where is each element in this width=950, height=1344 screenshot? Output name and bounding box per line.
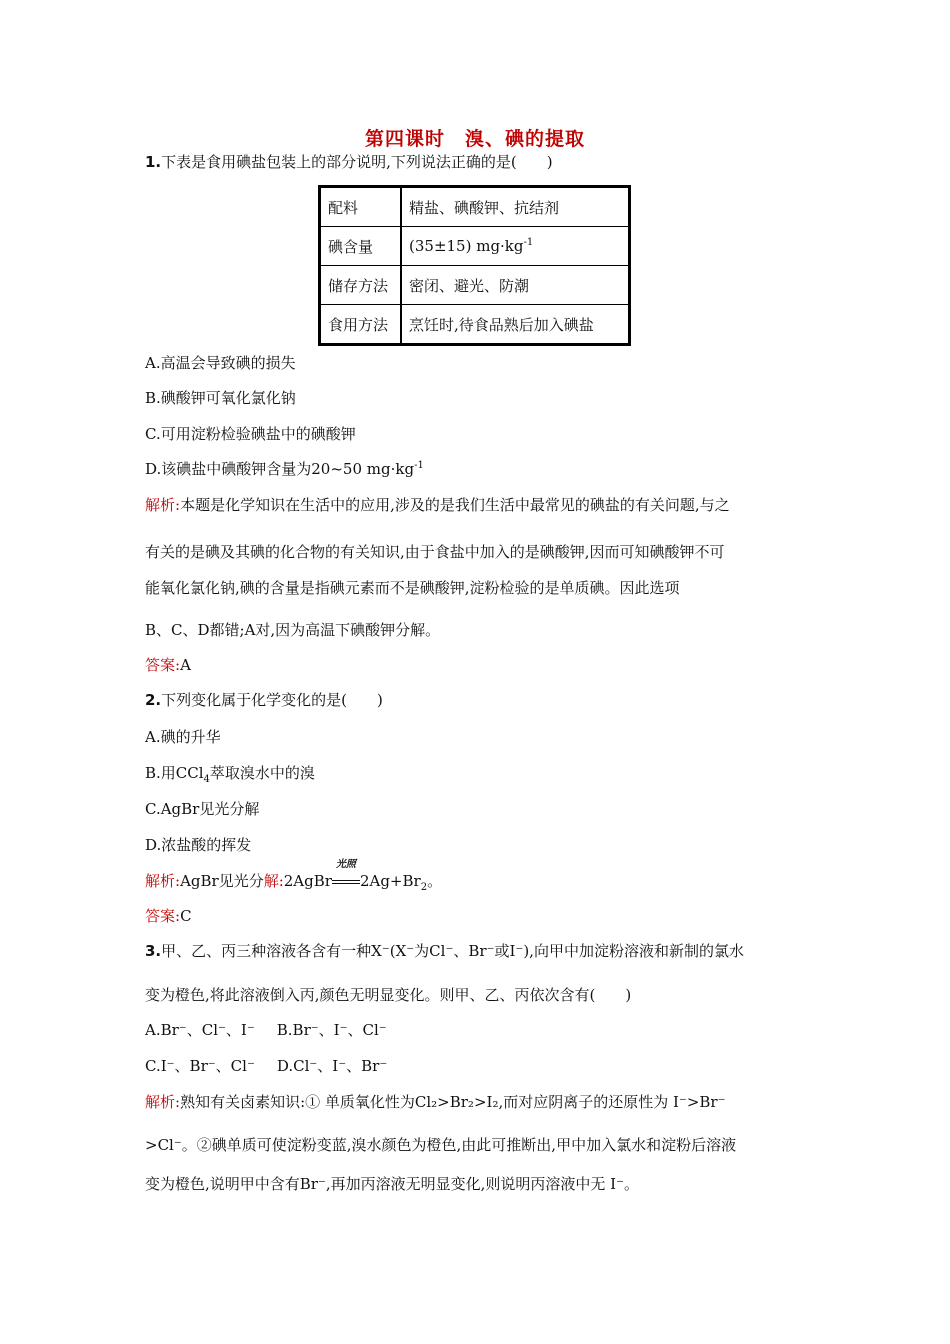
q3-analysis-line [145, 1092, 726, 1112]
q2-option-d: D.浓盐酸的挥发 [145, 836, 252, 854]
q1-option-b: B.碘酸钾可氧化氯化钠 [145, 389, 296, 407]
q2-analysis-label2: 解: [263, 872, 284, 890]
q2-eq-left: 2AgBr [283, 872, 332, 890]
q1-number: 1. [145, 153, 162, 171]
q2-analysis-label: 解析: [145, 872, 181, 890]
q3-option-d: D.Cl⁻、I⁻、Br⁻ [276, 1057, 388, 1075]
q2-eq-right: 2Ag+Br [359, 872, 421, 890]
q2-option-c: C.AgBr见光分解 [145, 800, 260, 818]
q2-option-a: A.碘的升华 [145, 728, 221, 746]
q2-analysis [145, 859, 443, 893]
q1-stem [145, 152, 553, 172]
q1-analysis-line [145, 495, 730, 515]
q3-analysis-line: 变为橙色,说明甲中含有Br⁻,再加丙溶液无明显变化,则说明丙溶液中无 I⁻。 [145, 1175, 640, 1193]
iodized-salt-table [318, 185, 631, 346]
page-title: 第四课时 溴、碘的提取 [364, 128, 585, 150]
q2-stem-text: 下列变化属于化学变化的是( ) [161, 691, 383, 709]
q1-answer-label: 答案: [145, 656, 181, 674]
q1-answer-value: A [180, 656, 191, 674]
q2-answer [145, 906, 192, 926]
table-key: 碘含量 [320, 227, 402, 266]
table-key: 储存方法 [320, 266, 402, 305]
table-row [320, 227, 630, 266]
reaction-condition-text: 光照 [335, 859, 356, 870]
q2-eq-right-sub: 2 [420, 882, 428, 893]
q2-answer-value: C [180, 907, 192, 925]
q2-eq-end: 。 [427, 872, 443, 890]
table-value-text: (35±15) mg·kg [409, 237, 524, 255]
q2-number: 2. [145, 691, 162, 709]
equals-sign [332, 880, 360, 884]
table-value: 烹饪时,待食品熟后加入碘盐 [401, 305, 630, 345]
q1-answer [145, 655, 191, 675]
q1-stem-text: 下表是食用碘盐包装上的部分说明,下列说法正确的是( ) [161, 153, 553, 171]
table-value [401, 227, 630, 266]
q1-analysis-label: 解析: [145, 496, 181, 514]
table-row [320, 266, 630, 305]
q3-option-c: C.I⁻、Br⁻、Cl⁻ [145, 1057, 255, 1075]
q3-number: 3. [145, 942, 162, 960]
q1-analysis-text: 本题是化学知识在生活中的应用,涉及的是我们生活中最常见的碘盐的有关问题,与之 [180, 496, 730, 514]
table-row [320, 187, 630, 227]
q3-stem-line2: 变为橙色,将此溶液倒入丙,颜色无明显变化。则甲、乙、丙依次含有( ) [145, 986, 632, 1004]
q3-option-b: B.Br⁻、I⁻、Cl⁻ [276, 1021, 387, 1039]
q2-option-b-pre: B.用CCl [145, 764, 204, 782]
q2-analysis-text: AgBr见光分 [180, 872, 264, 890]
q1-option-d-text: D.该碘盐中碘酸钾含量为20~50 mg·kg [145, 460, 415, 478]
q3-analysis-label: 解析: [145, 1093, 181, 1111]
table-row [320, 305, 630, 345]
q3-option-a: A.Br⁻、Cl⁻、I⁻ [145, 1021, 255, 1039]
table-value-sup: -1 [523, 237, 534, 248]
table-value: 精盐、碘酸钾、抗结剂 [401, 187, 630, 227]
q1-option-a: A.高温会导致碘的损失 [145, 354, 296, 372]
q3-stem-text: 甲、乙、丙三种溶液各含有一种X⁻(X⁻为Cl⁻、Br⁻或I⁻),向甲中加淀粉溶液和新制的氯水 [161, 942, 744, 960]
table-key: 配料 [320, 187, 402, 227]
q1-option-c: C.可用淀粉检验碘盐中的碘酸钾 [145, 425, 356, 443]
q3-analysis-line: >Cl⁻。②碘单质可使淀粉变蓝,溴水颜色为橙色,由此可推断出,甲中加入氯水和淀粉后溶液 [145, 1136, 737, 1154]
q1-analysis-line: 有关的是碘及其碘的化合物的有关知识,由于食盐中加入的是碘酸钾,因而可知碘酸钾不可 [145, 543, 725, 561]
table-value: 密闭、避光、防潮 [401, 266, 630, 305]
q2-option-b-post: 萃取溴水中的溴 [209, 764, 315, 782]
q3-options-row2 [145, 1056, 387, 1076]
q2-answer-label: 答案: [145, 907, 181, 925]
q3-options-row1 [145, 1020, 387, 1040]
q3-stem [145, 941, 744, 961]
q3-analysis-text: 熟知有关卤素知识:① 单质氧化性为Cl₂>Br₂>I₂,而对应阴离子的还原性为 I⁻>Br⁻ [180, 1093, 726, 1111]
reaction-condition [332, 859, 360, 891]
q2-option-b-sub: 4 [203, 774, 210, 785]
q1-option-d [145, 459, 424, 479]
q1-option-d-sup: -1 [414, 460, 424, 471]
table-key: 食用方法 [320, 305, 402, 345]
q2-stem [145, 690, 383, 710]
q2-option-b [145, 763, 315, 783]
q1-analysis-line: B、C、D都错;A对,因为高温下碘酸钾分解。 [145, 621, 441, 639]
q1-analysis-line: 能氧化氯化钠,碘的含量是指碘元素而不是碘酸钾,淀粉检验的是单质碘。因此选项 [145, 579, 680, 597]
